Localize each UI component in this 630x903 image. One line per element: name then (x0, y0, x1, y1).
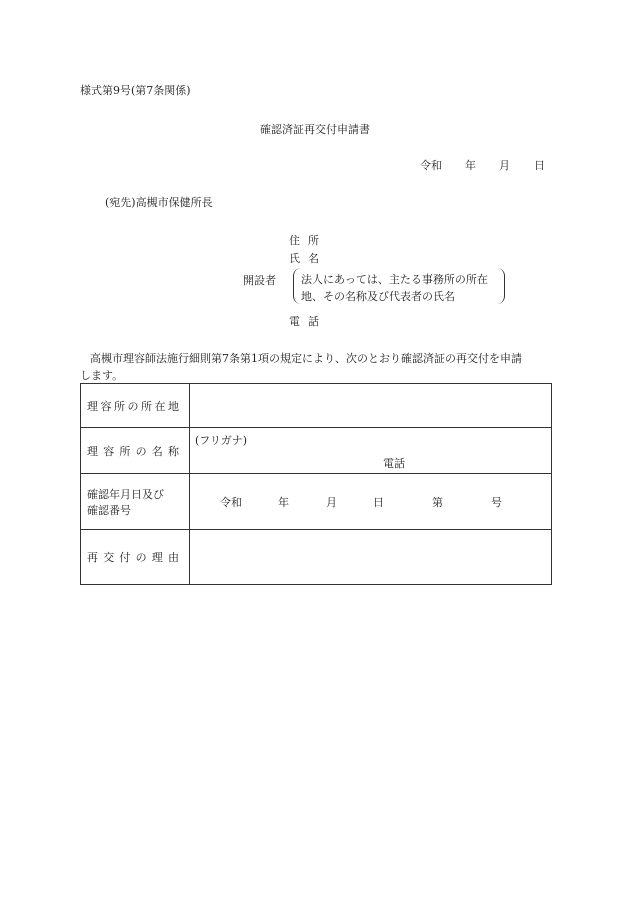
table-row (81, 530, 552, 585)
corporate-note-line2: 地、その名称及び代表者の氏名 (301, 290, 455, 303)
reason-label: 再 交 付 の 理 由 (81, 530, 190, 585)
confirmation-label-line1: 確認年月日及び (87, 487, 164, 501)
location-label: 理 容 所 の 所 在 地 (81, 384, 190, 428)
corporate-note-line1: 法人にあっては、主たる事務所の所在 (301, 273, 488, 286)
confirm-month: 月 (326, 496, 337, 509)
shop-name-label: 理 容 所 の 名 称 (81, 428, 190, 474)
confirm-era: 令和 (220, 496, 242, 509)
date-era: 令和 (420, 159, 442, 172)
founder-label: 開設者 (243, 274, 276, 287)
confirm-no-prefix: 第 (432, 496, 443, 509)
addressee: (宛先)高槻市保健所長 (105, 196, 213, 209)
confirmation-label (81, 474, 190, 530)
furigana-label: (フリガナ) (195, 434, 248, 447)
confirmation-field[interactable] (190, 474, 552, 530)
date-month: 月 (499, 159, 510, 172)
reason-field[interactable] (190, 530, 552, 585)
shop-phone-label: 電話 (383, 457, 405, 470)
confirm-no-suffix: 号 (491, 496, 502, 509)
location-field[interactable] (190, 384, 552, 428)
phone-label: 電 話 (289, 315, 319, 328)
date-year: 年 (465, 159, 476, 172)
date-day: 日 (534, 159, 545, 172)
form-number: 様式第9号(第7条関係) (80, 84, 191, 97)
confirm-day: 日 (373, 496, 384, 509)
document-title: 確認済証再交付申請書 (260, 123, 370, 136)
name-label: 氏 名 (289, 252, 319, 265)
shop-name-field[interactable] (190, 428, 552, 474)
declaration-text: 高槻市理容師法施行細則第7条第1項の規定により、次のとおり確認済証の再交付を申請 します。 (80, 352, 522, 382)
application-table (80, 383, 552, 585)
corporate-note (293, 268, 505, 305)
table-row (81, 384, 552, 428)
table-row (81, 428, 552, 474)
confirmation-label-line2: 確認番号 (87, 503, 131, 517)
address-label: 住 所 (289, 234, 319, 247)
confirm-year: 年 (278, 496, 289, 509)
table-row (81, 474, 552, 530)
